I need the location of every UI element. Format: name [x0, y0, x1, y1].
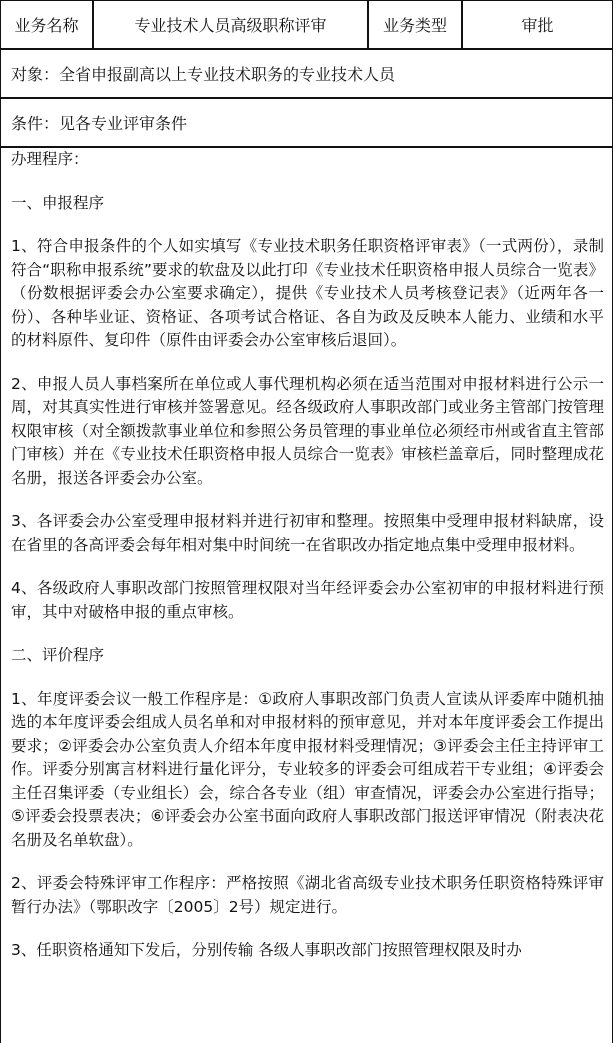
spacer: [11, 919, 604, 939]
spacer: [11, 557, 604, 577]
evaluation-step-1: 1、年度评委会议一般工作程序是：①政府人事职改部门负责人宣读从评委库中随机抽选的本年度评委会组成人员名单和对申报材料的预审意见，并对本年度评委会工作提出要求；②评委会办公室负责人介绍本年度申报材料受理情况；③评委会主任主持评审工作。评委分别寓言材料进行量化评分，专业较多的评委会可组成若干专业组；④评委会主任召集评委（专业组长）会，综合各专业（组）审查情况，评委会办公室进行指导；⑤评委会投票表决；⑥评委会办公室书面向政府人事职改部门报送评审情况（附表决花名册及名单软盘）。: [11, 689, 604, 849]
spacer: [11, 852, 604, 872]
target-row: 对象：全省申报副高以上专业技术职务的专业技术人员: [1, 50, 612, 99]
spacer: [11, 353, 604, 373]
application-step-1: 1、符合申报条件的个人如实填写《专业技术职务任职资格评审表》（一式两份），录制符合“职称申报系统”要求的软盘及以此打印《专业技术任职资格申报人员综合一览表》（份数根据评委会办公室要求确定），提供《专业技术人员考核登记表》（近两年各一份）、各种毕业证、资格证、各项考试合格证、各自为政及反映本人能力、业绩和水平的材料原件、复印件（原件由评委会办公室审核后退回）。: [11, 237, 604, 349]
section-application-title: 一、申报程序: [11, 193, 105, 212]
spacer: [11, 668, 604, 688]
application-step-3: 3、各评委会办公室受理申报材料并进行初审和整理。按照集中受理申报材料缺席，设在省里的各高评委会每年相对集中时间统一在省职改办指定地点集中受理申报材料。: [11, 512, 604, 554]
spacer: [11, 490, 604, 510]
section-evaluation-title: 二、评价程序: [11, 646, 105, 664]
procedure-content: [1, 148, 612, 963]
header-row: [1, 0, 612, 50]
business-type-label: 业务类型: [369, 1, 463, 48]
spacer: [11, 624, 604, 644]
application-step-4: 4、各级政府人事职改部门按照管理权限对当年经评委会办公室初审的申报材料进行预审，其中对破格申报的重点审核。: [11, 579, 604, 621]
business-name-value: 专业技术人员高级职称评审: [94, 1, 369, 48]
evaluation-step-2: 2、评委会特殊评审工作程序：严格按照《湖北省高级专业技术职务任职资格特殊评审暂行办法》（鄂职改字〔2005〕2号）规定进行。: [11, 874, 604, 916]
evaluation-step-3: 3、任职资格通知下发后，分别传输 各级人事职改部门按照管理权限及时办: [11, 941, 522, 959]
business-name-label: 业务名称: [1, 1, 94, 48]
business-type-value: 审批: [521, 16, 554, 35]
condition-row: 条件：见各专业评审条件: [1, 99, 612, 148]
procedure-label: 办理程序：: [11, 150, 89, 168]
spacer: [11, 215, 604, 235]
spacer: [11, 172, 604, 192]
application-step-2: 2、申报人员人事档案所在单位或人事代理机构必须在适当范围对申报材料进行公示一周，对其真实性进行审核并签署意见。经各级政府人事职改部门或业务主管部门按管理权限审核（对全额拨款事业单位和参照公务员管理的事业单位必须经市州或省直主管部门审核）并在《专业技术任职资格申报人员综合一览表》审核栏盖章后，同时整理成花名册，报送各评委会办公室。: [11, 374, 604, 487]
